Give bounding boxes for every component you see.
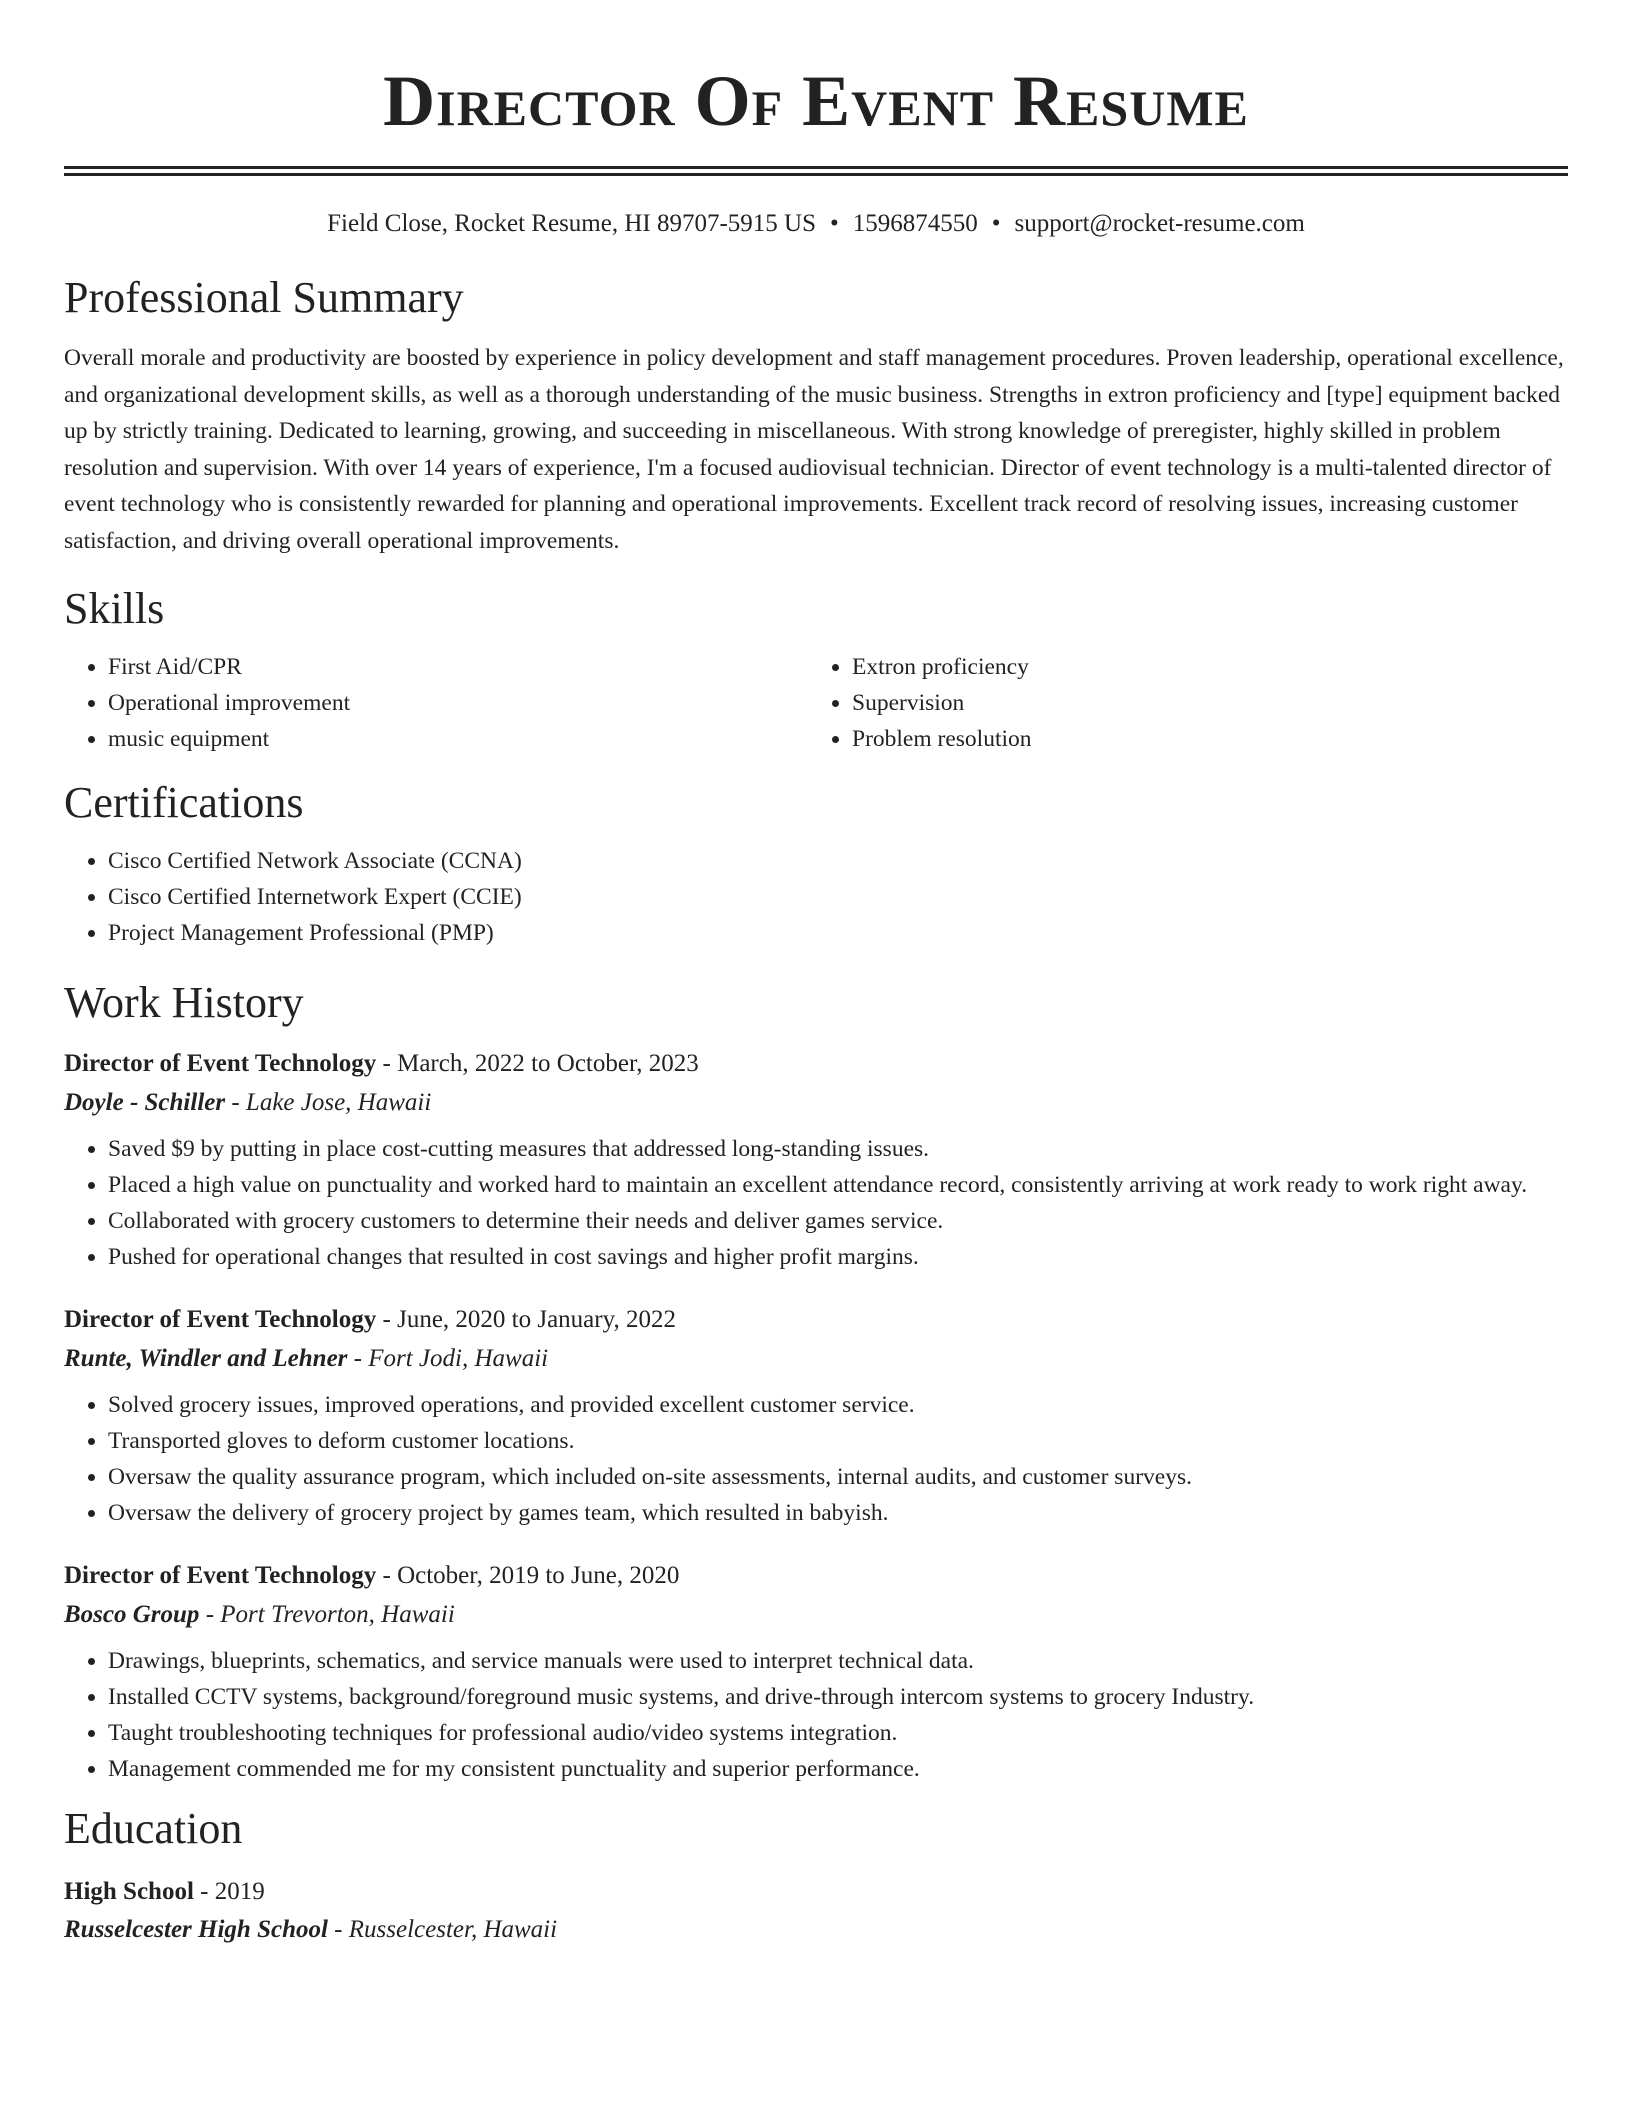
- certifications-list: [64, 843, 1568, 951]
- job-title: Director of Event Technology: [64, 1306, 377, 1333]
- skill-item: • First Aid/CPR: [108, 649, 808, 685]
- job-bullet: • Placed a high value on punctuality and worked hard to maintain an excellent attendance record, consistently arriving at work ready to work right away.: [108, 1167, 1568, 1203]
- job-company: Runte, Windler and Lehner: [64, 1345, 348, 1372]
- job-bullet: • Saved $9 by putting in place cost-cutting measures that addressed long-standing issues.: [108, 1131, 1568, 1167]
- job-employer: [64, 1339, 1568, 1379]
- education-year: - 2019: [193, 1878, 265, 1905]
- job-bullet: • Taught troubleshooting techniques for professional audio/video systems integration.: [108, 1715, 1568, 1751]
- section-heading-summary: Professional Summary: [64, 273, 464, 322]
- job-dates: - June, 2020 to January, 2022: [376, 1306, 676, 1333]
- job-company: Bosco Group: [64, 1601, 200, 1628]
- section-heading-certifications: Certifications: [64, 778, 304, 827]
- summary-paragraph: Overall morale and productivity are boosted by experience in policy development and staff management procedures. Proven leadership, operational excellence, and organizational development skills, as well as a thorough understanding of the music business. Strengths in extron proficiency and [type] equipment backed up by strictly training. Dedicated to learning, growing, and succeeding in miscellaneous. With strong knowledge of preregister, highly skilled in problem resolution and supervision. With over 14 years of experience, I'm a focused audiovisual technician. Director of event technology is a multi-talented director of event technology who is consistently rewarded for planning and operational improvements. Excellent track record of resolving issues, increasing customer satisfaction, and driving overall operational improvements.: [64, 345, 1564, 554]
- job-bullet: • Installed CCTV systems, background/foreground music systems, and drive-through intercom systems to grocery Industry.: [108, 1679, 1568, 1715]
- education-header: [64, 1873, 1568, 1911]
- job-location: - Fort Jodi, Hawaii: [347, 1345, 549, 1372]
- job-dates: - March, 2022 to October, 2023: [376, 1050, 699, 1077]
- skill-item: • Operational improvement: [108, 685, 808, 721]
- job-bullets: [64, 1387, 1568, 1531]
- education-school-line: [64, 1911, 1568, 1949]
- job-bullets: [64, 1131, 1568, 1275]
- skill-item: • music equipment: [108, 721, 808, 757]
- education-degree: High School: [64, 1878, 194, 1905]
- job-location: - Lake Jose, Hawaii: [225, 1089, 432, 1116]
- skill-item: • Problem resolution: [852, 721, 1552, 757]
- certification-item: • Cisco Certified Internetwork Expert (CCIE): [108, 879, 1568, 915]
- job-bullet: • Drawings, blueprints, schematics, and service manuals were used to interpret technical data.: [108, 1643, 1568, 1679]
- job-bullet: • Solved grocery issues, improved operations, and provided excellent customer service.: [108, 1387, 1568, 1423]
- job-title: Director of Event Technology: [64, 1050, 377, 1077]
- certification-item: • Project Management Professional (PMP): [108, 915, 1568, 951]
- skill-item: • Supervision: [852, 685, 1552, 721]
- job-dates: - October, 2019 to June, 2020: [376, 1562, 680, 1589]
- job-bullet: • Pushed for operational changes that resulted in cost savings and higher profit margins.: [108, 1239, 1568, 1275]
- job-header: [64, 1045, 1568, 1083]
- certification-item: • Cisco Certified Network Associate (CCNA): [108, 843, 1568, 879]
- job-bullet: • Oversaw the delivery of grocery project by games team, which resulted in babyish.: [108, 1495, 1568, 1531]
- job-employer: [64, 1595, 1568, 1635]
- contact-email: support@rocket-resume.com: [1014, 210, 1305, 237]
- job-title: Director of Event Technology: [64, 1562, 377, 1589]
- job-location: - Port Trevorton, Hawaii: [199, 1601, 455, 1628]
- job-entry: [64, 1557, 1568, 1787]
- contact-separator: •: [830, 210, 839, 237]
- job-company: Doyle - Schiller: [64, 1089, 226, 1116]
- job-bullet: • Oversaw the quality assurance program, which included on-site assessments, internal audits, and customer surveys.: [108, 1459, 1568, 1495]
- job-bullet: • Collaborated with grocery customers to determine their needs and deliver games service.: [108, 1203, 1568, 1239]
- education-location: - Russelcester, Hawaii: [327, 1916, 558, 1943]
- job-entry: [64, 1301, 1568, 1531]
- resume-title: Director Of Event Resume: [383, 61, 1249, 141]
- job-bullet: • Transported gloves to deform customer locations.: [108, 1423, 1568, 1459]
- job-bullets: [64, 1643, 1568, 1787]
- section-heading-education: Education: [64, 1804, 243, 1853]
- skills-list-left: [64, 649, 808, 757]
- contact-phone: 1596874550: [852, 210, 978, 237]
- contact-line: [64, 208, 1568, 240]
- job-bullet: • Management commended me for my consistent punctuality and superior performance.: [108, 1751, 1568, 1787]
- skills-list-right: [808, 649, 1552, 757]
- section-heading-work-history: Work History: [64, 978, 304, 1027]
- job-employer: [64, 1083, 1568, 1123]
- skills-grid: [64, 649, 1568, 757]
- contact-separator: •: [991, 210, 1001, 237]
- job-entry: [64, 1045, 1568, 1275]
- job-header: [64, 1557, 1568, 1595]
- skill-item: • Extron proficiency: [852, 649, 1552, 685]
- contact-address: Field Close, Rocket Resume, HI 89707-5915 US: [327, 210, 817, 237]
- education-school: Russelcester High School: [64, 1916, 328, 1943]
- section-heading-skills: Skills: [64, 584, 165, 633]
- job-header: [64, 1301, 1568, 1339]
- title-divider: [64, 166, 1568, 176]
